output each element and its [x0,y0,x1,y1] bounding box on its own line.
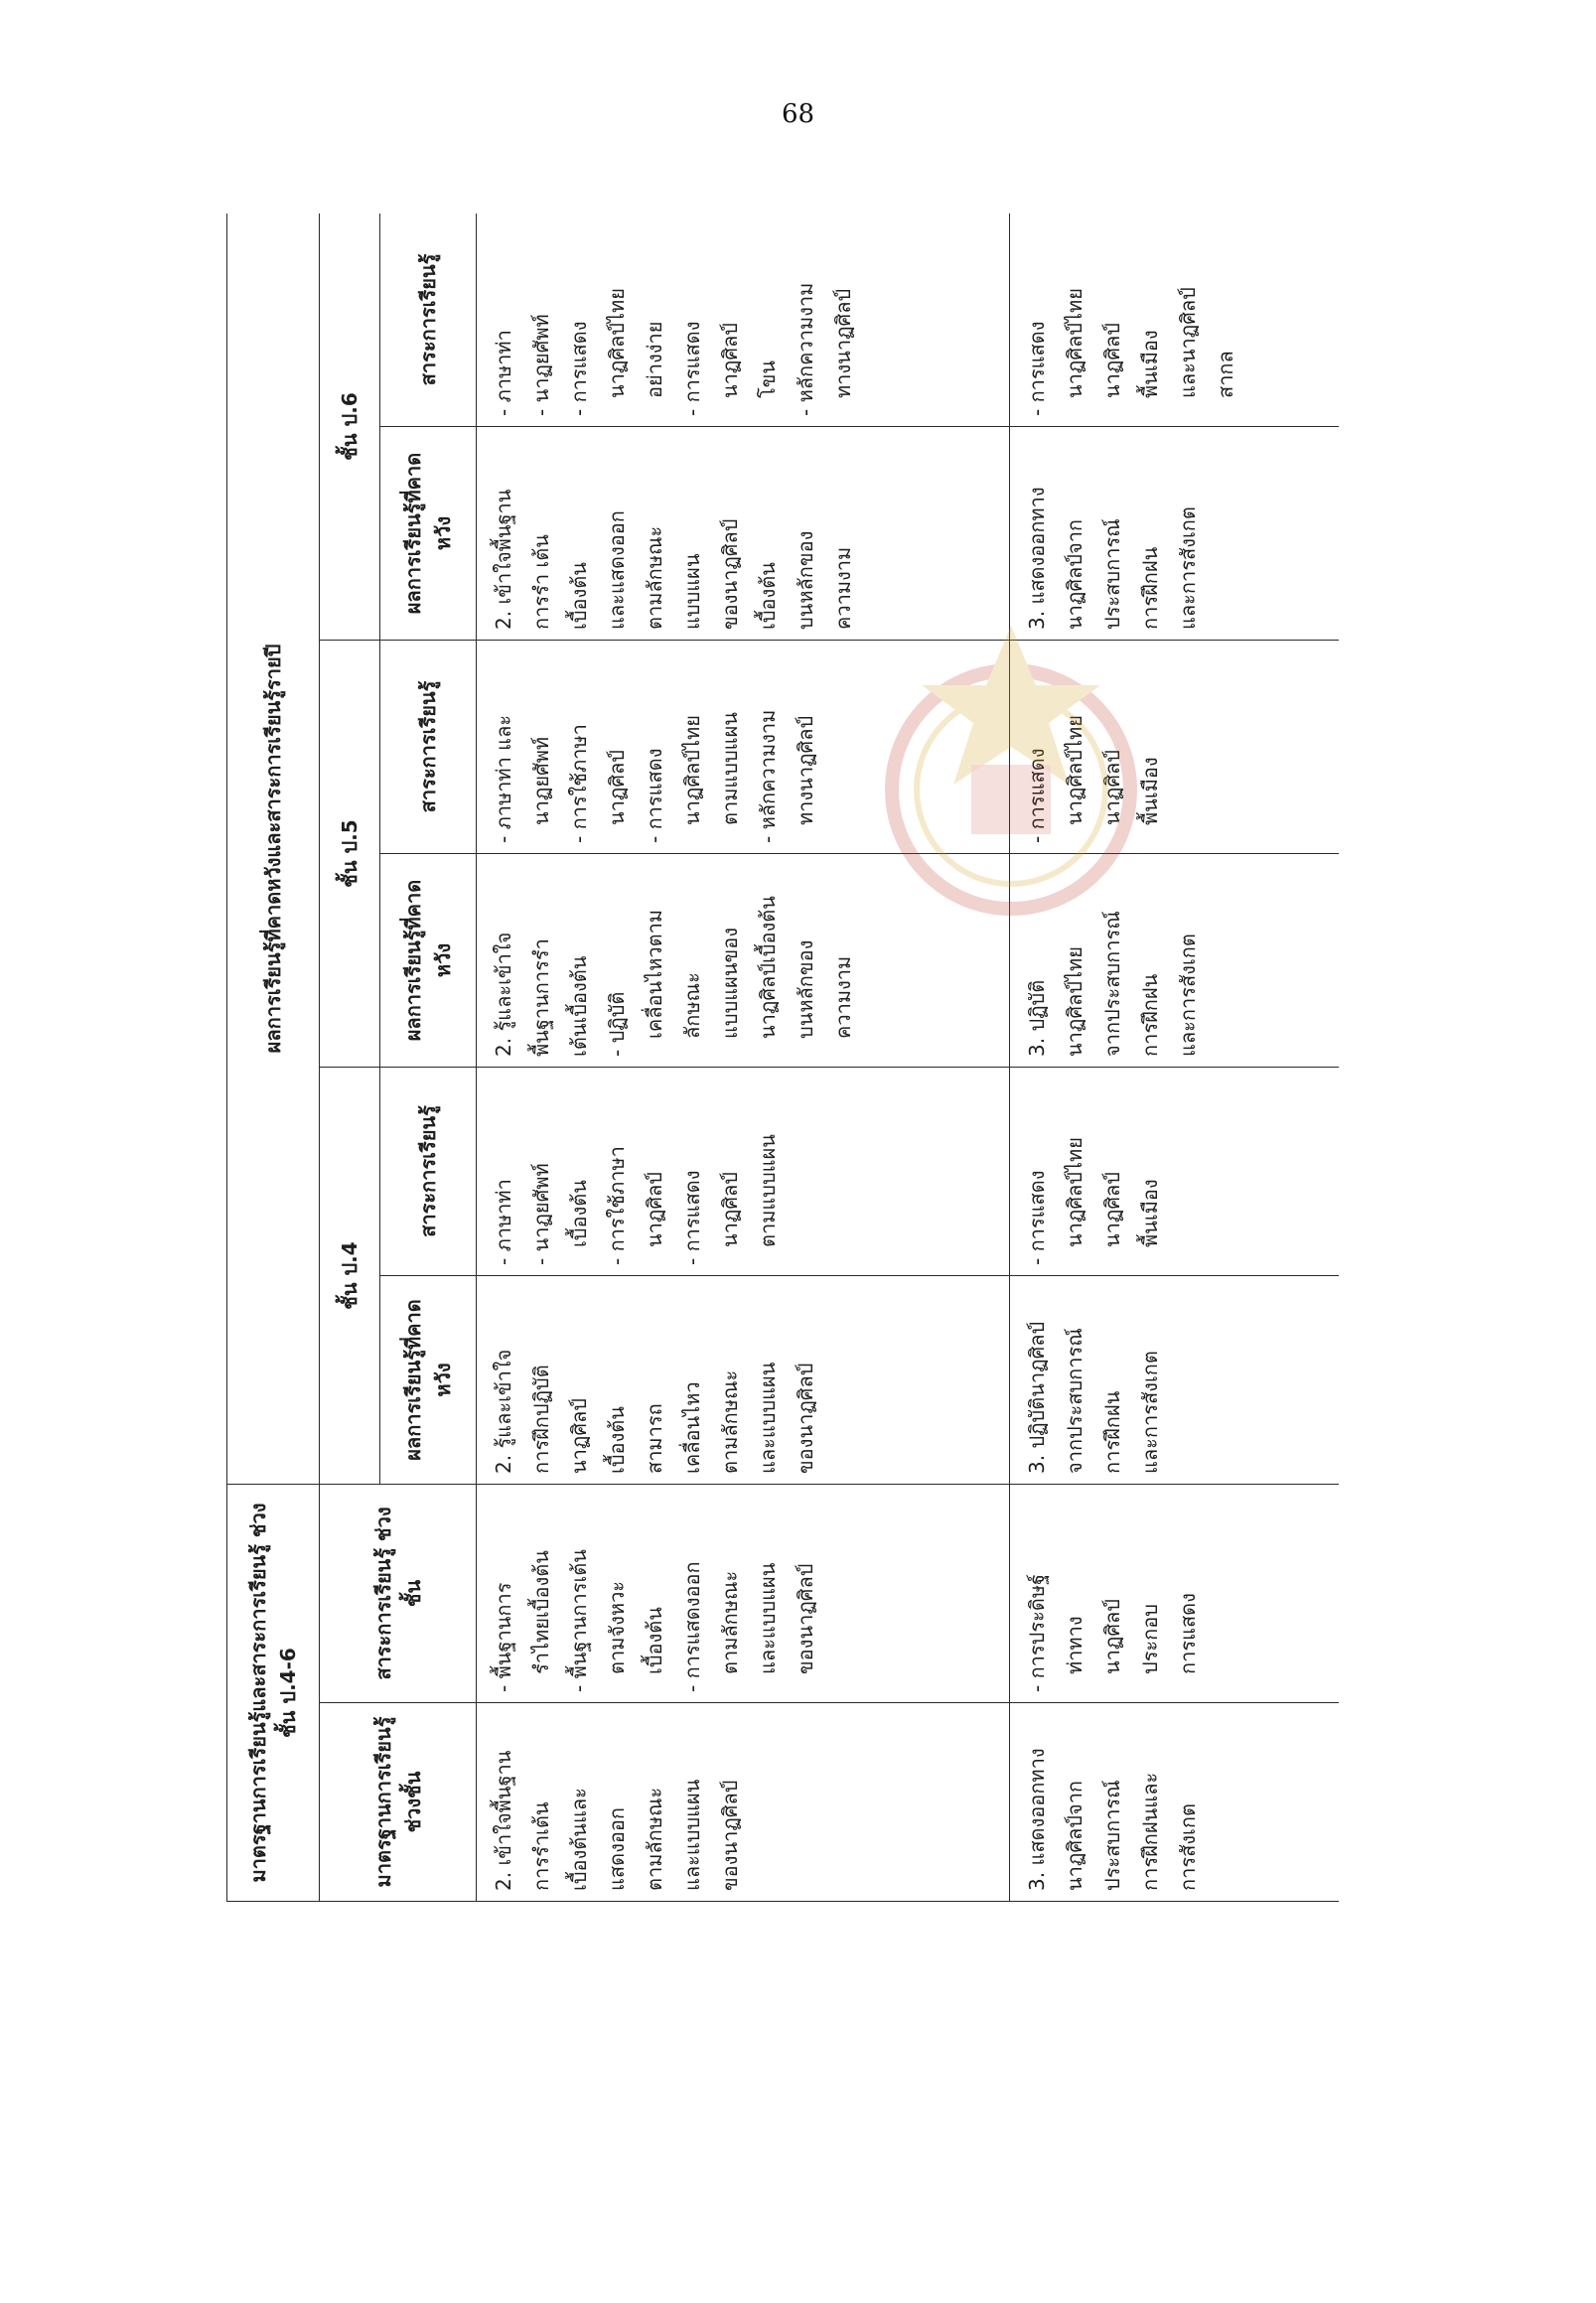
cell-text-line: ตามลักษณะ [718,1369,742,1474]
cell-text-line: - นาฏยศัพท์ [522,1078,560,1265]
cell-text-line: นาฏศิลป์ [1100,1172,1124,1247]
cell-text-line: ความงาม [831,546,855,630]
standards-group-header: มาตรฐานการเรียนรู้และสาระการเรียนรู้ ช่วงชั้น ป.4-6 [227,1485,320,1902]
cell-text-line: - หลักความงาม [749,650,787,843]
cell-text-line: รำไทยเบื้องต้น [529,1550,553,1674]
table-row-standard-2 [477,214,1010,1902]
cell-standard-content [1010,1485,1340,1703]
cell-text-line: และแบบแผน [680,1779,704,1891]
cell-text-line: ตามลักษณะ [643,525,666,630]
col-header-p5-outcome: ผลการเรียนรู้ที่คาดหวัง [380,854,477,1068]
cell-text-line: 3. ปฏิบัติ [1025,979,1049,1057]
cell-text-line: นาฏศิลป์ไทย [680,715,704,825]
rotated-table-container [226,214,1339,1902]
grade-header-p4: ชั้น ป.4 [320,1068,380,1485]
cell-text-line: - การแสดง [673,1078,711,1265]
bullet-list-item [1018,650,1169,843]
cell-text-line: เบื้องต้น [756,562,780,630]
cell-text-line: เคลื่อนไหว [680,1381,704,1474]
cell-text-line: ตามแบบแผน [756,1134,780,1247]
cell-p4-content [1010,1068,1340,1276]
bullet-list-item [787,223,862,416]
cell-text-line: - หลักความงาม [787,223,824,416]
cell-text-line: ประสบการณ์ [1100,1780,1124,1891]
col-header-standard-content: สาระการเรียนรู้ ช่วงชั้น [320,1485,477,1703]
cell-text-line: นาฏศิลป์ [718,1172,742,1247]
cell-standard [477,1703,1010,1902]
bullet-list-item [636,650,749,843]
cell-p5-outcome [1010,854,1340,1068]
cell-text-line: ลักษณะ [680,972,704,1039]
cell-text-line: บนหลักของ [794,530,817,630]
expected-group-header: ผลการเรียนรู้ที่คาดหวังและสาระการเรียนรู้รายปี [227,214,320,1485]
cell-text-line: สามารถ [643,1403,666,1474]
cell-p6-content [477,214,1010,427]
header-row-2 [320,214,380,1902]
cell-text-line: นาฏศิลป์ไทย [1063,946,1087,1057]
bullet-list-item [560,223,673,416]
cell-text-line: นาฏยศัพท์ [529,736,553,825]
cell-text-line: - การแสดง [1018,1078,1056,1265]
col-header-p6-content: สาระการเรียนรู้ [380,214,477,427]
cell-text-line: และแสดงออก [605,510,629,630]
cell-p6-content [1010,214,1340,427]
cell-text-line: การรำเต้น [529,1801,553,1891]
bullet-list-item [560,650,636,843]
bullet-list-item [522,1078,598,1265]
cell-text-line: - การแสดง [636,650,673,843]
cell-text-line: เบื้องต้น [643,1607,666,1674]
bullet-list-item [749,650,824,843]
cell-text-line: การสังเกต [1176,1803,1200,1891]
cell-text-line: นาฏศิลป์ [1100,750,1124,825]
bullet-list-item [485,1078,522,1265]
cell-text-line: ของนาฏศิลป์ [794,1563,817,1674]
cell-text-line: นาฏศิลป์ [567,1398,591,1474]
cell-text-line: นาฏศิลป์เบื้องต้น [756,896,780,1039]
cell-text-line: และการสังเกต [1138,1351,1162,1474]
bullet-list-item [1018,1495,1207,1692]
cell-text-line: การฝึกปฏิบัติ [529,1365,553,1474]
cell-text-line: การฝึกฝน [1100,1390,1124,1474]
bullet-list-item [673,1078,787,1265]
header-row-1 [227,214,320,1902]
cell-text-line: - การประดิษฐ์ [1018,1495,1056,1692]
cell-text-line: ตามลักษณะ [643,1787,666,1891]
bullet-list-item [485,223,522,416]
cell-p6-outcome [477,427,1010,641]
cell-text-line: - การแสดง [673,223,711,416]
cell-text-line: - ภาษาท่า [485,223,522,416]
cell-p5-content [477,641,1010,854]
bullet-list-item [485,650,560,843]
col-header-p5-content: สาระการเรียนรู้ [380,641,477,854]
cell-text-line: - ปฏิบัติ [598,864,636,1057]
cell-text-line: พื้นเมือง [1138,757,1162,825]
grade-header-p5: ชั้น ป.5 [320,641,380,1068]
cell-text-line: - ภาษาท่า และ [485,650,522,843]
cell-text-line: นาฏศิลป์ไทย [1063,715,1087,825]
cell-text-line: - การแสดง [1018,223,1056,416]
cell-text-line: โขน [756,360,780,398]
cell-text-line: จากประสบการณ์ [1063,1328,1087,1474]
cell-text-line: และแบบแผน [756,1362,780,1474]
table-row-standard-3 [1010,214,1340,1902]
cell-text-line: - พื้นฐานการเต้น [560,1495,598,1692]
cell-text-line: และการสังเกต [1176,506,1200,630]
cell-p4-outcome [1010,1276,1340,1485]
cell-text-line: 2. รู้และเข้าใจ [492,932,515,1057]
cell-text-line: การแสดง [1176,1593,1200,1674]
cell-text-line: - การใช้ภาษา [598,1078,636,1265]
cell-standard [1010,1703,1340,1902]
outcome-item [1018,864,1207,1057]
cell-standard-content [477,1485,1010,1703]
cell-text-line: พื้นเมือง [1138,1179,1162,1247]
bullet-list-item [560,1495,673,1692]
col-header-p4-outcome: ผลการเรียนรู้ที่คาดหวัง [380,1276,477,1485]
outcome-item [485,864,598,1057]
rotated-page-content [226,214,1339,1902]
cell-text-line: เคลื่อนไหวตาม [643,909,666,1039]
cell-text-line: แบบแผน [680,553,704,630]
bullet-list-item [598,1078,673,1265]
cell-text-line: นาฏศิลป์ [1100,323,1124,398]
cell-text-line: ของนาฏศิลป์ [718,1780,742,1891]
cell-text-line: เต้นเบื้องต้น [567,955,591,1057]
cell-text-line: เบื้องต้นและ [567,1788,591,1891]
cell-text-line: การฝึกฝน [1138,546,1162,630]
cell-p4-content [477,1068,1010,1276]
cell-text-line: นาฏศิลป์ [643,1172,666,1247]
bullet-list-item [673,223,787,416]
cell-p5-content [1010,641,1340,854]
cell-text-line: แบบแผนของ [718,927,742,1039]
cell-text-line: เบื้องต้น [605,1406,629,1474]
cell-text-line: 2. รู้และเข้าใจ [492,1349,515,1474]
cell-text-line: นาฏศิลป์ [718,323,742,398]
cell-text-line: และนาฏศิลป์ [1176,287,1200,398]
cell-text-line: 3. แสดงออกทาง [1025,1748,1049,1891]
cell-text-line: ตามลักษณะ [718,1570,742,1674]
cell-text-line: การฝึกฝนและ [1138,1772,1162,1891]
cell-text-line: 2. เข้าใจพื้นฐาน [492,1750,515,1891]
bullet-list-item [485,1495,560,1692]
cell-p4-outcome [477,1276,1010,1485]
cell-text-line: เบื้องต้น [567,1180,591,1247]
bullet-list-item [673,1495,824,1692]
cell-p6-outcome [1010,427,1340,641]
cell-text-line: ตามจังหวะ [605,1580,629,1674]
cell-text-line: และแบบแผน [756,1562,780,1674]
bullet-list-item [1018,1078,1169,1265]
cell-text-line: จากประสบการณ์ [1100,911,1124,1057]
cell-text-line: ประกอบ [1138,1604,1162,1674]
cell-text-line: แสดงออก [605,1807,629,1891]
cell-text-line: บนหลักของ [794,939,817,1039]
cell-text-line: - การแสดง [560,223,598,416]
cell-text-line: ทางนาฏศิลป์ [794,715,817,825]
grade-header-p6: ชั้น ป.6 [320,214,380,641]
bullet-list-item [522,223,560,416]
outcome-item [598,864,862,1057]
cell-text-line: การรำ เต้น [529,534,553,630]
cell-text-line: 3. ปฏิบัตินาฏศิลป์ [1025,1321,1049,1474]
cell-text-line: ท่าทาง [1063,1616,1087,1674]
cell-text-line: ของนาฏศิลป์ [718,518,742,630]
cell-text-line: ความงาม [831,955,855,1039]
col-header-standard: มาตรฐานการเรียนรู้ ช่วงชั้น [320,1703,477,1902]
cell-text-line: พื้นฐานการรำ [529,938,553,1057]
bullet-list-item [1018,223,1244,416]
cell-text-line: - พื้นฐานการ [485,1495,522,1692]
cell-text-line: นาฏศิลป์ไทย [1063,288,1087,398]
cell-text-line: พื้นเมือง [1138,330,1162,398]
cell-text-line: - ภาษาท่า [485,1078,522,1265]
cell-text-line: นาฏศิลป์ไทย [605,288,629,398]
cell-text-line: เบื้องต้น [567,562,591,630]
cell-text-line: นาฏศิลป์จาก [1063,518,1087,630]
cell-text-line: - การใช้ภาษา [560,650,598,843]
cell-p5-outcome [477,854,1010,1068]
cell-text-line: สากล [1214,351,1237,398]
cell-text-line: - การแสดงออก [673,1495,711,1692]
col-header-p6-outcome: ผลการเรียนรู้ที่คาดหวัง [380,427,477,641]
cell-text-line: อย่างง่าย [643,321,666,398]
cell-text-line: และการสังเกต [1176,934,1200,1057]
cell-text-line: - นาฏยศัพท์ [522,223,560,416]
cell-text-line: - การแสดง [1018,650,1056,843]
cell-text-line: นาฏศิลป์ [605,750,629,825]
cell-text-line: ของนาฏศิลป์ [794,1363,817,1474]
cell-text-line: การฝึกฝน [1138,973,1162,1057]
cell-text-line: ตามแบบแผน [718,712,742,825]
curriculum-table [226,214,1339,1902]
cell-text-line: ทางนาฏศิลป์ [831,288,855,398]
cell-text-line: นาฏศิลป์ [1100,1599,1124,1674]
cell-text-line: นาฏศิลป์ไทย [1063,1137,1087,1247]
cell-text-line: ประสบการณ์ [1100,518,1124,630]
cell-text-line: นาฏศิลป์จาก [1063,1780,1087,1891]
col-header-p4-content: สาระการเรียนรู้ [380,1068,477,1276]
cell-text-line: 3. แสดงออกทาง [1025,487,1049,630]
cell-text-line: 2. เข้าใจพื้นฐาน [492,489,515,630]
page-number: 68 [781,99,815,129]
